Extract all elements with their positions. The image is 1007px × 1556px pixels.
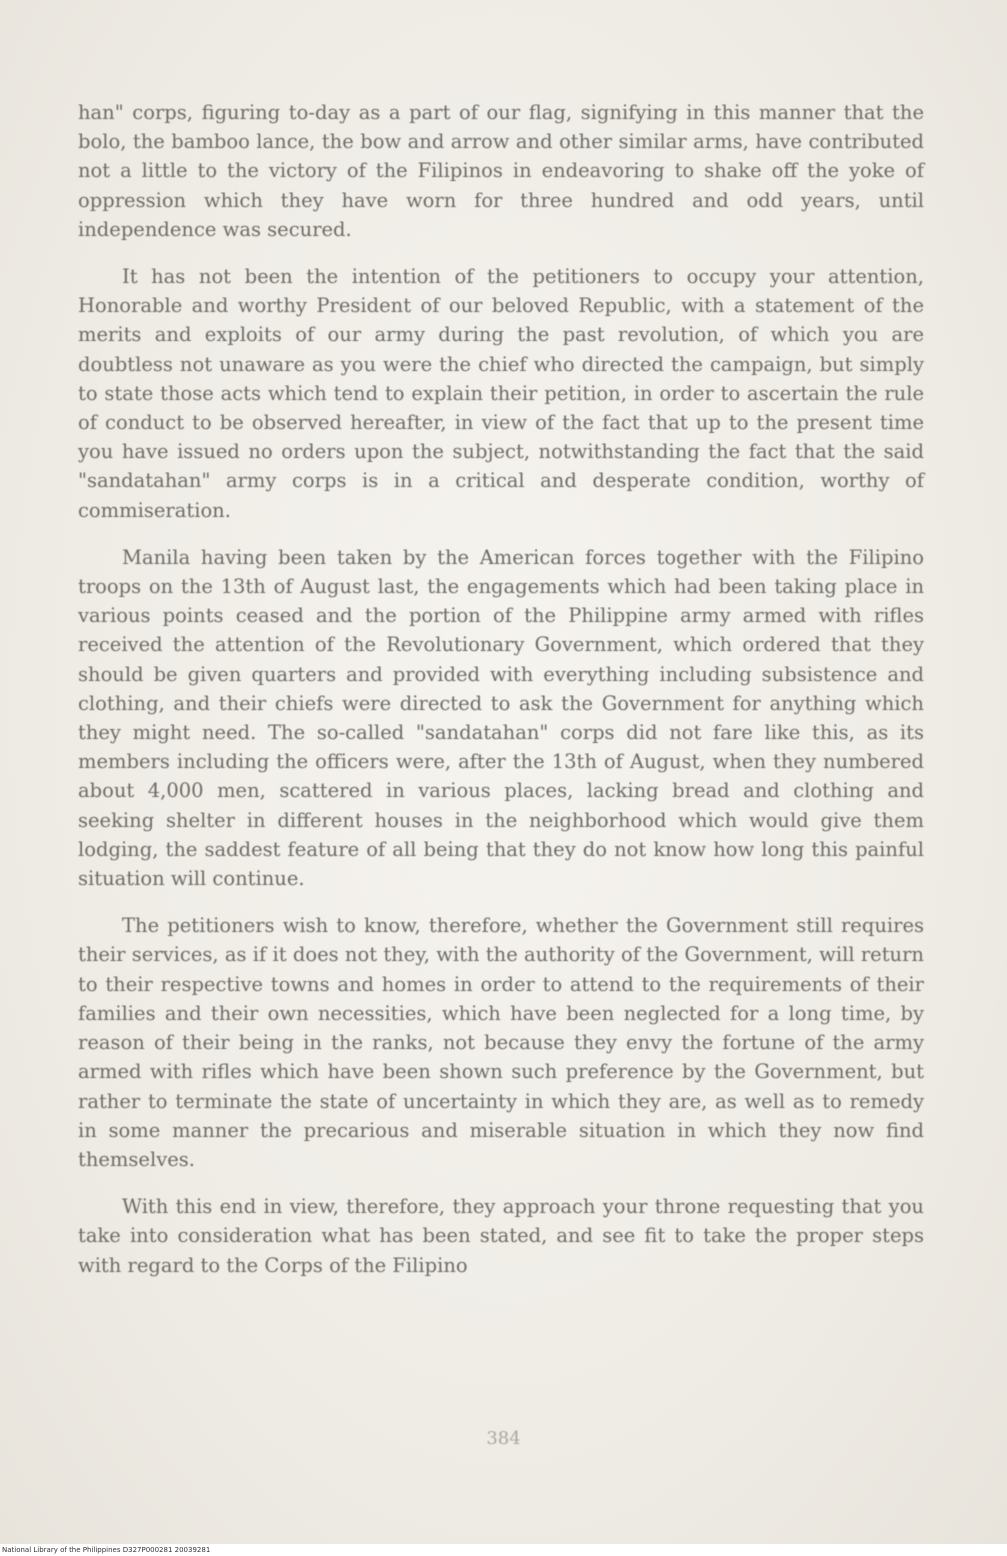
- paragraph-2: It has not been the intention of the petitioners to occupy your attention, Honorable and worthy President of our beloved Republic, with a statement of the merits and exploits of our army during the past revolution, of which you are doubtless not unaware as you were the chief who directed the campaign, but simply to state those acts which tend to explain their petition, in order to ascertain the rule of conduct to be observed hereafter, in view of the fact that up to the present time you have issued no orders upon the subject, notwithstanding the fact that the said "sandatahan" army corps is in a critical and desperate condition, worthy of commiseration.: [78, 265, 924, 522]
- paragraph-4: The petitioners wish to know, therefore, whether the Government still requires their services, as if it does not they, with the authority of the Government, will return to their respective towns and homes in order to attend to the requirements of their families and their own necessities, which have been neglected for a long time, by reason of their being in the ranks, not because they envy the fortune of the army armed with rifles which have been shown such preference by the Government, but rather to terminate the state of uncertainty in which they are, as well as to remedy in some manner the precarious and miserable situation in which they now find themselves.: [78, 914, 924, 1171]
- footer-strip: [0, 1544, 1007, 1556]
- paragraph-1: han" corps, figuring to-day as a part of our flag, signifying in this manner that the bolo, the bamboo lance, the bow and arrow and other similar arms, have contributed not a little to the victory of the Filipinos in endeavoring to shake off the yoke of oppression which they have worn for three hundred and odd years, until independence was secured.: [78, 101, 924, 241]
- page-number: 384: [486, 1428, 521, 1449]
- document-body: [78, 98, 924, 1298]
- paragraph-3: Manila having been taken by the American forces together with the Filipino troops on the 13th of August last, the engagements which had been taking place in various points ceased and the portion of the Philippine army armed with rifles received the attention of the Revolutionary Government, which ordered that they should be given quarters and provided with everything including subsistence and clothing, and their chiefs were directed to ask the Government for anything which they might need. The so-called "sandatahan" corps did not fare like this, as its members including the officers were, after the 13th of August, when they numbered about 4,000 men, scattered in various places, lacking bread and clothing and seeking shelter in different houses in the neighborhood which would give them lodging, the saddest feature of all being that they do not know how long this painful situation will continue.: [78, 545, 924, 891]
- archive-credit: National Library of the Philippines D327P000281 20039281: [2, 1546, 211, 1554]
- paragraph-5: With this end in view, therefore, they approach your throne requesting that you take into consideration what has been stated, and see fit to take the proper steps with regard to the Corps of the Filipino: [78, 1195, 924, 1277]
